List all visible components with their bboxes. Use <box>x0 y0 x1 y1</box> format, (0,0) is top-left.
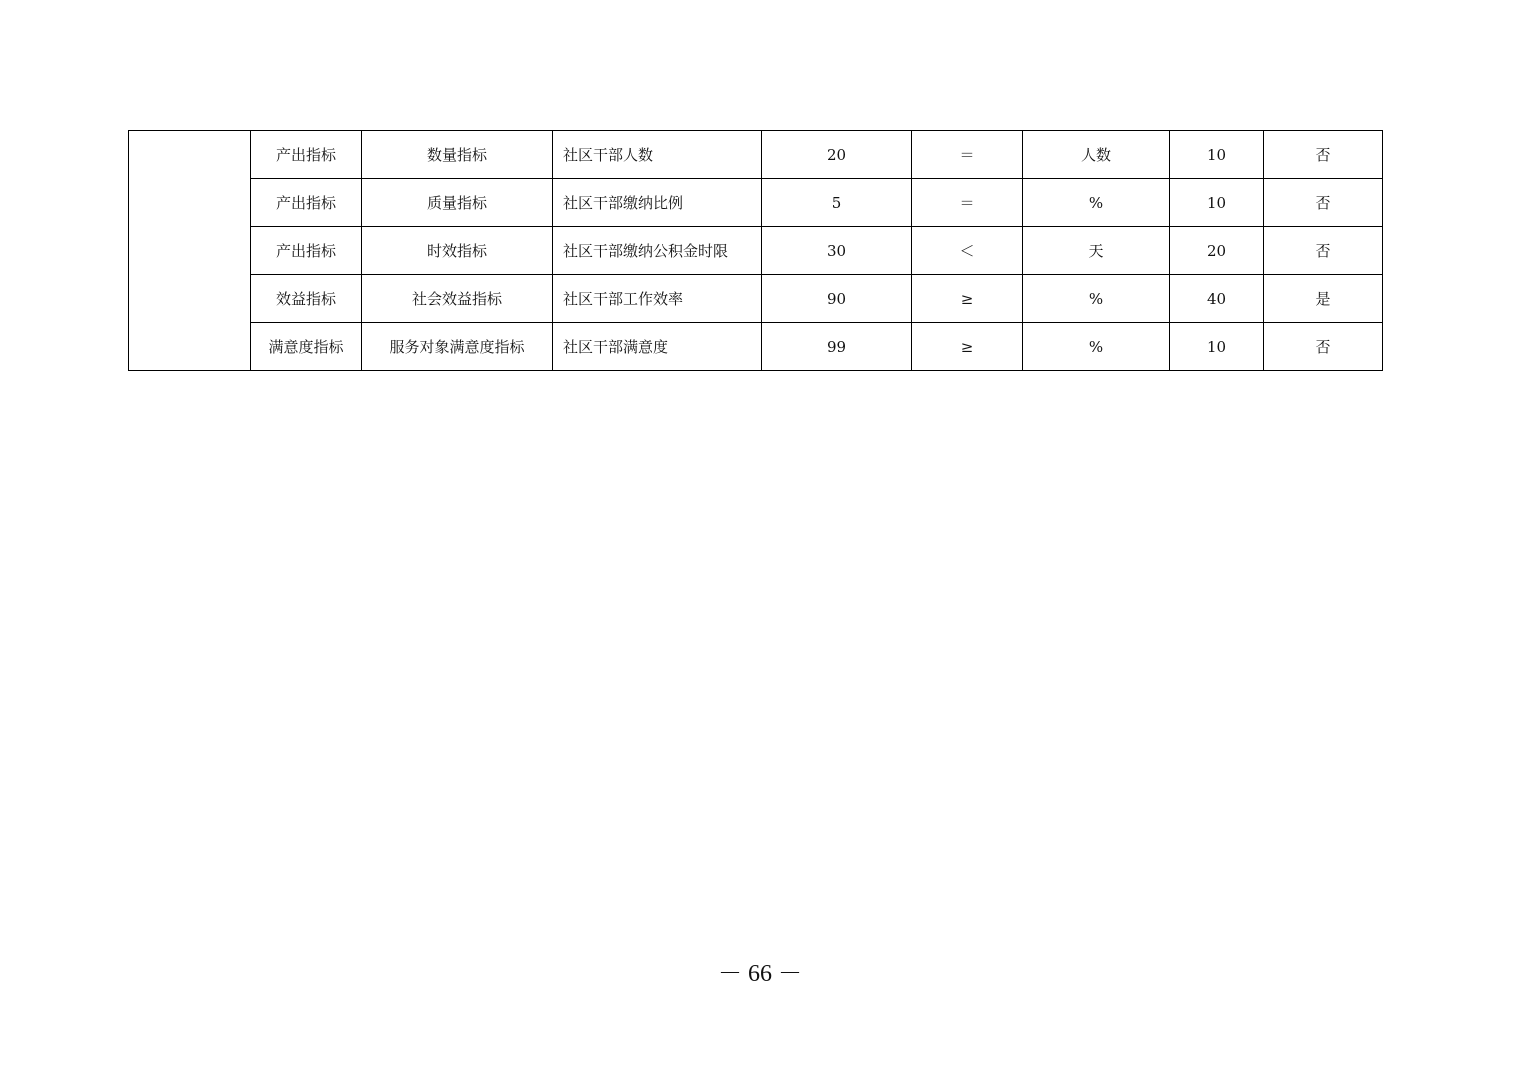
indicator-name-cell: 社区干部满意度 <box>553 323 762 371</box>
flag-cell: 否 <box>1264 179 1383 227</box>
merged-project-cell <box>129 131 251 371</box>
table-row <box>129 275 1383 323</box>
level1-indicator-cell: 产出指标 <box>251 131 362 179</box>
unit-cell: % <box>1023 275 1170 323</box>
level2-indicator-cell: 服务对象满意度指标 <box>362 323 553 371</box>
unit-cell: % <box>1023 323 1170 371</box>
operator-cell: ≥ <box>912 323 1023 371</box>
flag-cell: 否 <box>1264 227 1383 275</box>
operator-cell: ＝ <box>912 179 1023 227</box>
weight-cell: 10 <box>1170 179 1264 227</box>
weight-cell: 40 <box>1170 275 1264 323</box>
indicator-name-cell: 社区干部工作效率 <box>553 275 762 323</box>
level1-indicator-cell: 满意度指标 <box>251 323 362 371</box>
level1-indicator-cell: 产出指标 <box>251 227 362 275</box>
operator-cell: ≥ <box>912 275 1023 323</box>
weight-cell: 10 <box>1170 323 1264 371</box>
table-row <box>129 131 1383 179</box>
level2-indicator-cell: 时效指标 <box>362 227 553 275</box>
indicator-name-cell: 社区干部缴纳公积金时限 <box>553 227 762 275</box>
weight-cell: 10 <box>1170 131 1264 179</box>
level2-indicator-cell: 社会效益指标 <box>362 275 553 323</box>
table-row <box>129 227 1383 275</box>
indicator-name-cell: 社区干部人数 <box>553 131 762 179</box>
indicator-value-cell: 30 <box>762 227 912 275</box>
indicator-name-cell: 社区干部缴纳比例 <box>553 179 762 227</box>
page-number: － 66 － <box>718 961 802 987</box>
level2-indicator-cell: 质量指标 <box>362 179 553 227</box>
operator-cell: ＜ <box>912 227 1023 275</box>
operator-cell: ＝ <box>912 131 1023 179</box>
level1-indicator-cell: 效益指标 <box>251 275 362 323</box>
performance-indicator-table <box>128 130 1383 371</box>
level1-indicator-cell: 产出指标 <box>251 179 362 227</box>
flag-cell: 否 <box>1264 131 1383 179</box>
table-row <box>129 323 1383 371</box>
level2-indicator-cell: 数量指标 <box>362 131 553 179</box>
indicator-value-cell: 20 <box>762 131 912 179</box>
table-row <box>129 179 1383 227</box>
weight-cell: 20 <box>1170 227 1264 275</box>
indicator-value-cell: 99 <box>762 323 912 371</box>
unit-cell: 天 <box>1023 227 1170 275</box>
unit-cell: 人数 <box>1023 131 1170 179</box>
flag-cell: 否 <box>1264 323 1383 371</box>
indicator-value-cell: 5 <box>762 179 912 227</box>
unit-cell: % <box>1023 179 1170 227</box>
flag-cell: 是 <box>1264 275 1383 323</box>
indicator-value-cell: 90 <box>762 275 912 323</box>
